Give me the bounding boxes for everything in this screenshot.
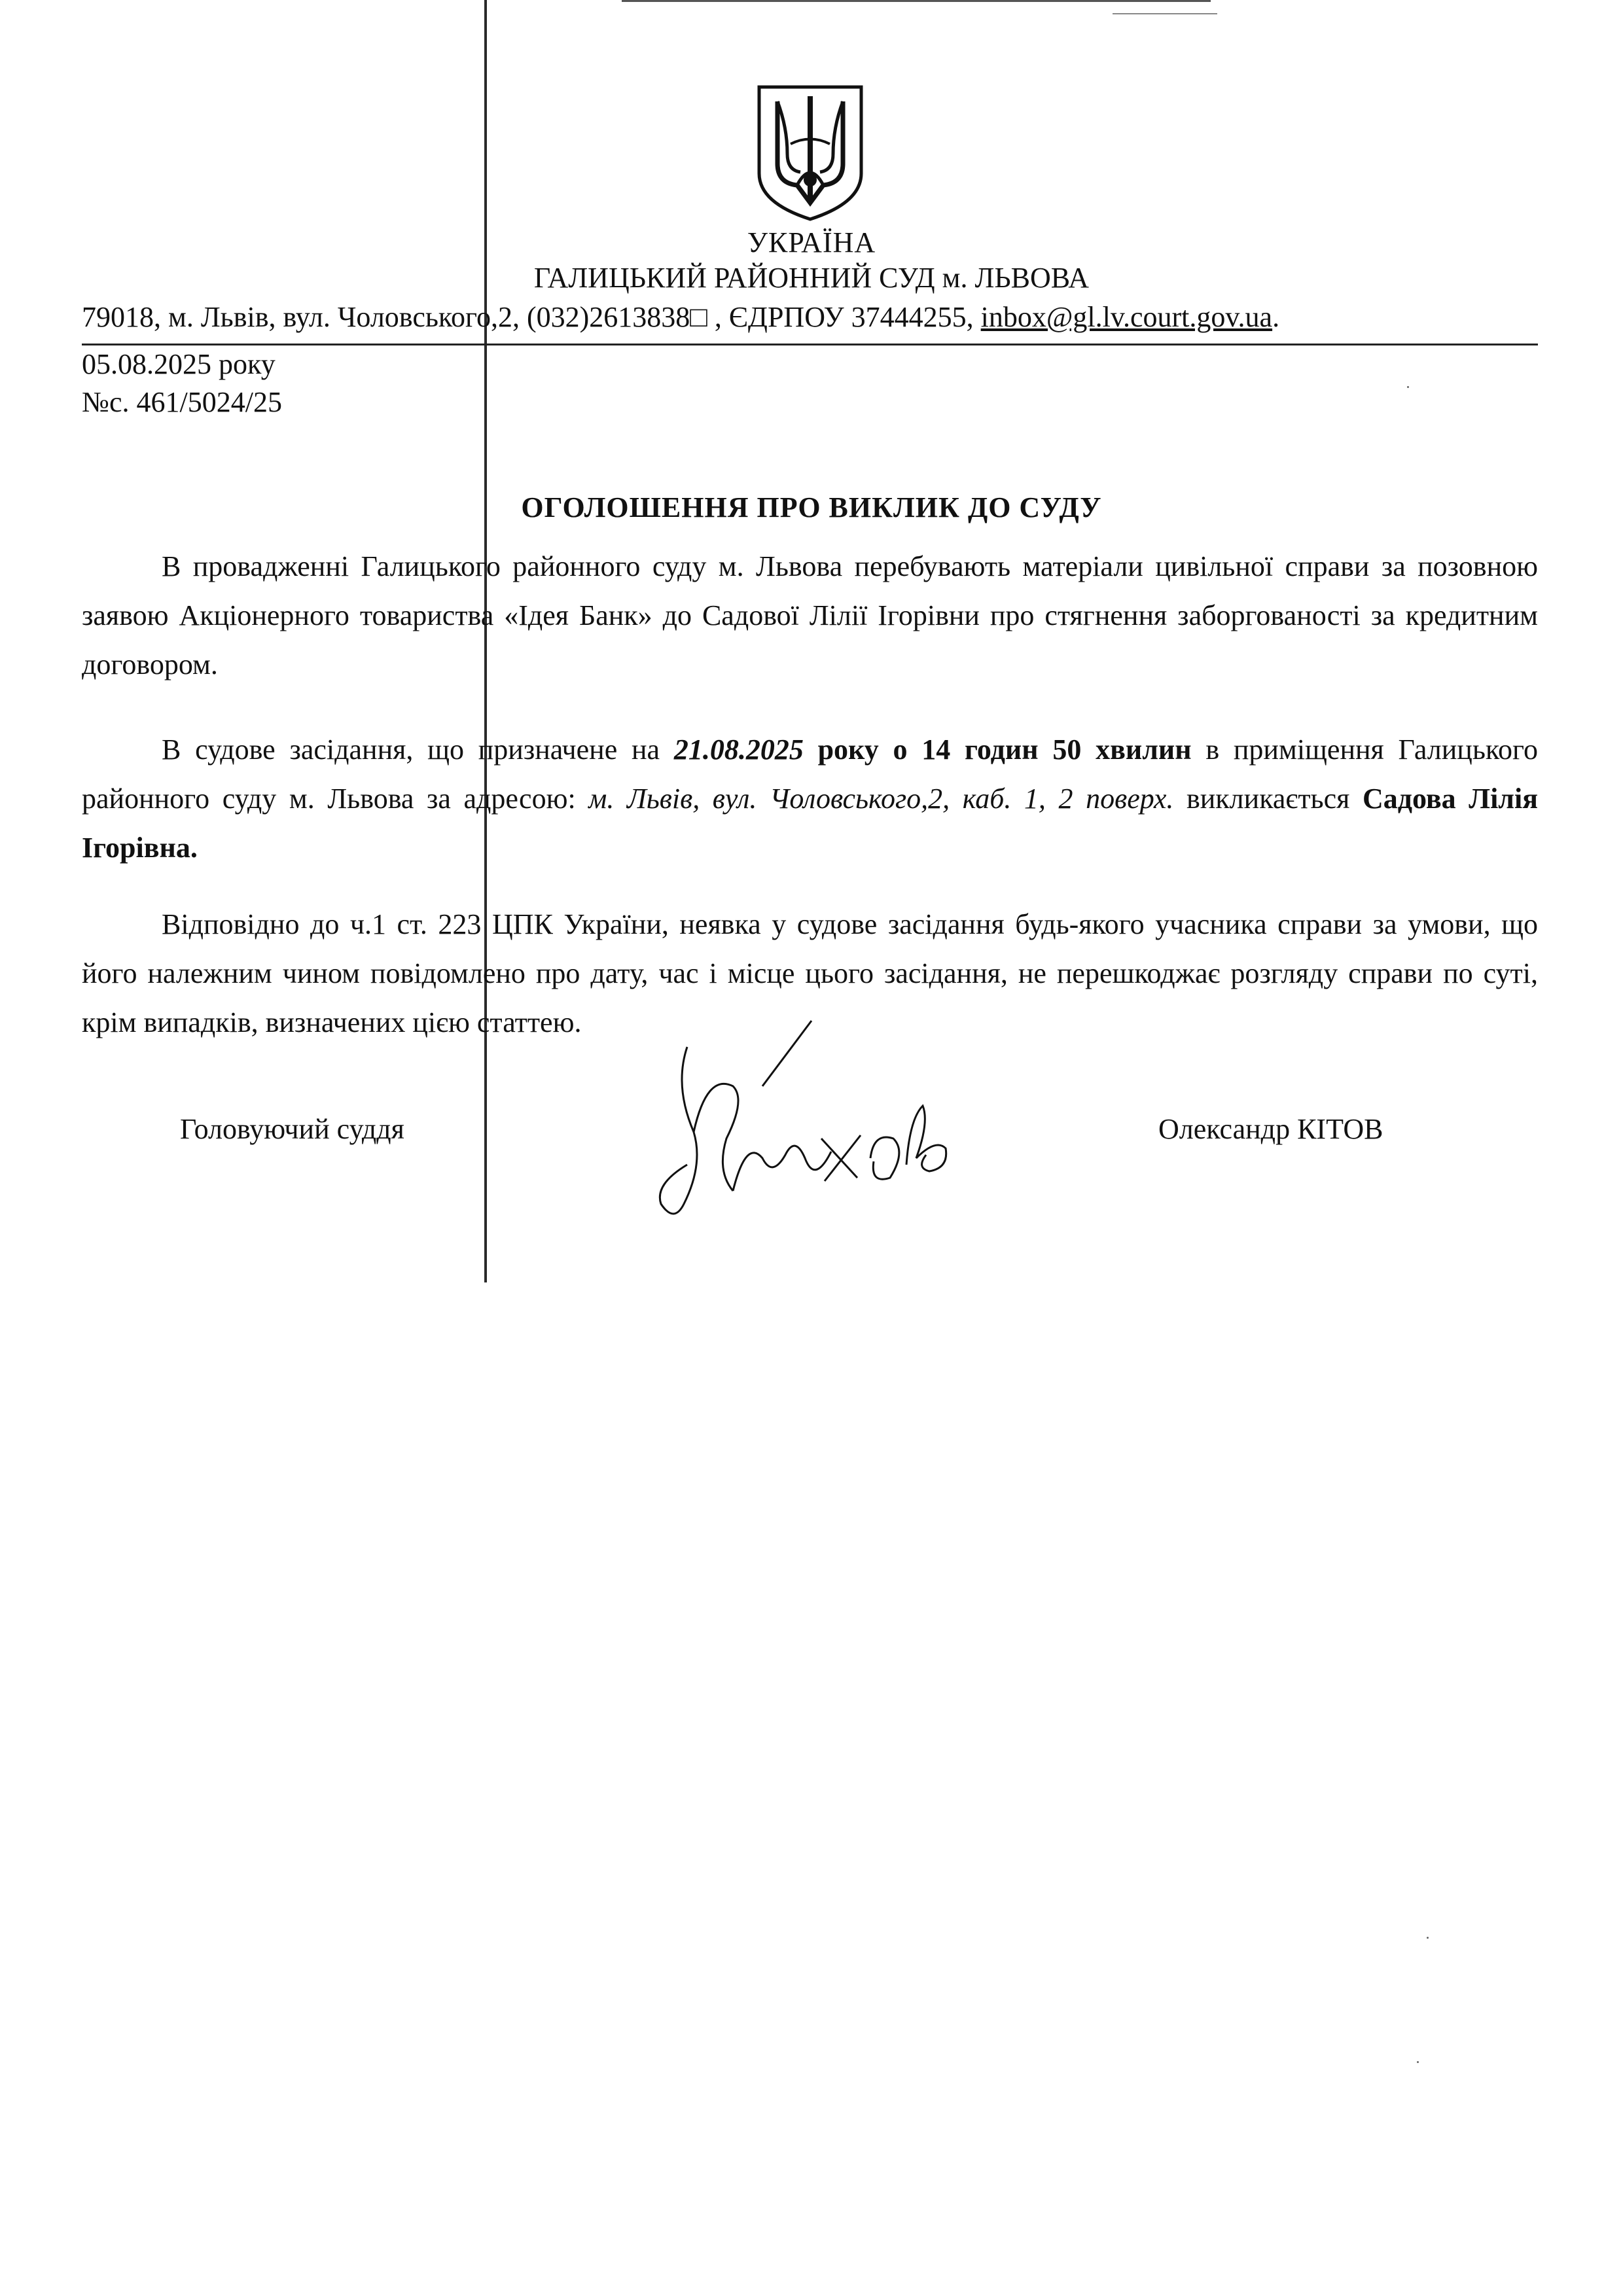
email-link[interactable]: inbox@gl.lv.court.gov.ua [980,301,1273,333]
email-suffix: . [1272,301,1280,333]
document-title: ОГОЛОШЕННЯ ПРО ВИКЛИК ДО СУДУ [521,491,1102,523]
hearing-date: 21.08.2025 [673,733,804,766]
court-name: ГАЛИЦЬКИЙ РАЙОННИЙ СУД м. ЛЬВОВА [533,262,1090,294]
paragraph-hearing [82,725,1538,872]
handwritten-signature [648,1008,975,1230]
paragraph-text: Відповідно до ч.1 ст. 223 ЦПК України, неявка у судове засідання будь-якого учасника справи за умови, що його належним чином повідомлено про дату, час і місце цього засідання, не перешкоджає розгляду справи по суті, крім випадків, визначених цією статтею. [82,908,1538,1038]
signatory-name: Олександр КІТОВ [1158,1113,1383,1145]
hearing-time: року о 14 годин 50 хвилин [803,733,1192,766]
hearing-text-3: викликається [1173,783,1363,815]
paragraph-text: В провадженні Галицького районного суду м. Львова перебувають матеріали цивільної справи за позовною заявою Акціонерного товариства «Ідея Банк» до Садової Лілії Ігорівни про стягнення заборгованості за кредитним договором. [82,550,1538,680]
hearing-address: м. Львів, вул. Чоловського,2, каб. 1, 2 поверх. [588,783,1174,815]
trident-coat-of-arms-icon [751,82,869,222]
document-date: 05.08.2025 року [82,348,276,380]
header-divider [82,344,1538,345]
paragraph-proceedings [82,542,1538,689]
hearing-text-2: в приміщення Галицького районного суду м. Львова за адресою: [82,733,1538,815]
scan-speck [1407,386,1409,388]
address-text: 79018, м. Львів, вул. Чоловського,2, (032)2613838□ , ЄДРПОУ 37444255, [82,301,981,333]
case-number: №с. 461/5024/25 [82,386,282,418]
court-address [82,300,1279,335]
scan-speck [1427,1937,1429,1939]
scan-artifact-line [1113,13,1217,14]
signatory-role: Головуючий суддя [180,1113,404,1145]
summoned-person: Садова Лілія Ігорівна. [82,783,1539,864]
hearing-text-1: В судове засідання, що призначене на [162,733,674,766]
scan-artifact-line [622,0,1211,2]
scan-speck [1417,2061,1419,2063]
country-name: УКРАЇНА [747,226,876,258]
